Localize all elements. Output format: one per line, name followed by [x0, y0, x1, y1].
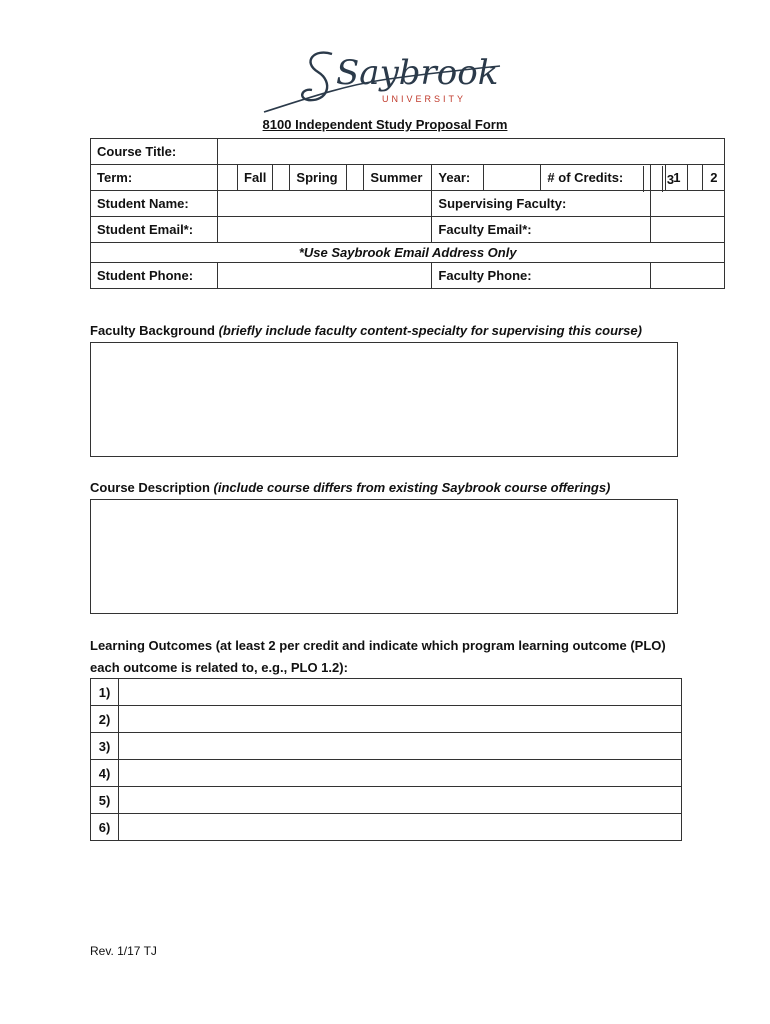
student-phone-label: Student Phone: [91, 263, 218, 289]
course-description-hint: (include course differs from existing Saybrook course offerings) [213, 480, 611, 495]
outcome-field[interactable] [119, 814, 682, 841]
credit-2-label: 2 [703, 165, 725, 191]
student-email-field[interactable] [218, 217, 432, 243]
outcome-field[interactable] [119, 706, 682, 733]
summer-checkbox[interactable] [347, 165, 364, 191]
saybrook-logo [262, 40, 512, 120]
outcome-field[interactable] [119, 679, 682, 706]
outcome-row [91, 733, 682, 760]
outcome-number: 6) [91, 814, 119, 841]
faculty-email-field[interactable] [651, 217, 725, 243]
credit-3-checkbox[interactable] [643, 166, 663, 192]
outcome-row [91, 706, 682, 733]
learning-outcomes-line-1: Learning Outcomes (at least 2 per credit and indicate which program learning outcome (PLO) [90, 638, 666, 653]
faculty-background-field[interactable] [90, 342, 678, 457]
outcome-field[interactable] [119, 787, 682, 814]
credits-label: # of Credits: [541, 165, 651, 191]
credit-3-group [588, 166, 680, 193]
student-name-field[interactable] [218, 191, 432, 217]
faculty-phone-label: Faculty Phone: [432, 263, 651, 289]
outcome-number: 3) [91, 733, 119, 760]
term-label: Term: [91, 165, 218, 191]
faculty-email-label: Faculty Email*: [432, 217, 651, 243]
learning-outcomes-line-2: each outcome is related to, e.g., PLO 1.2): [90, 660, 348, 675]
outcome-row [91, 760, 682, 787]
outcome-number: 5) [91, 787, 119, 814]
summer-label: Summer [364, 165, 432, 191]
course-info-table [90, 138, 725, 289]
fall-label: Fall [238, 165, 273, 191]
supervising-faculty-label: Supervising Faculty: [432, 191, 651, 217]
outcome-row [91, 787, 682, 814]
year-label: Year: [432, 165, 484, 191]
credit-1-label: 1 [666, 165, 688, 191]
outcome-number: 2) [91, 706, 119, 733]
fall-checkbox[interactable] [218, 165, 238, 191]
spring-checkbox[interactable] [273, 165, 290, 191]
logo-subtext: UNIVERSITY [382, 94, 467, 104]
student-email-label: Student Email*: [91, 217, 218, 243]
faculty-phone-field[interactable] [651, 263, 725, 289]
learning-outcomes-table [90, 678, 682, 841]
course-description-field[interactable] [90, 499, 678, 614]
revision-note: Rev. 1/17 TJ [90, 944, 157, 958]
course-title-field[interactable] [218, 139, 725, 165]
outcome-row [91, 679, 682, 706]
year-field[interactable] [484, 165, 541, 191]
supervising-faculty-field[interactable] [651, 191, 725, 217]
credit-3-label: 3 [666, 172, 675, 187]
faculty-background-hint: (briefly include faculty content-specialty for supervising this course) [218, 323, 642, 338]
outcome-row [91, 814, 682, 841]
outcome-field[interactable] [119, 733, 682, 760]
course-description-heading [90, 480, 610, 495]
credit-2-checkbox[interactable] [688, 165, 703, 191]
faculty-background-heading [90, 323, 642, 338]
outcome-number: 4) [91, 760, 119, 787]
course-title-label: Course Title: [91, 139, 218, 165]
learning-outcomes-intro [90, 635, 690, 679]
form-title: 8100 Independent Study Proposal Form [262, 117, 508, 132]
logo-wordmark: Saybrook [336, 53, 499, 93]
email-note: *Use Saybrook Email Address Only [91, 243, 725, 263]
faculty-background-label: Faculty Background [90, 323, 215, 338]
student-name-label: Student Name: [91, 191, 218, 217]
outcome-number: 1) [91, 679, 119, 706]
outcome-field[interactable] [119, 760, 682, 787]
student-phone-field[interactable] [218, 263, 432, 289]
course-description-label: Course Description [90, 480, 210, 495]
spring-label: Spring [290, 165, 347, 191]
